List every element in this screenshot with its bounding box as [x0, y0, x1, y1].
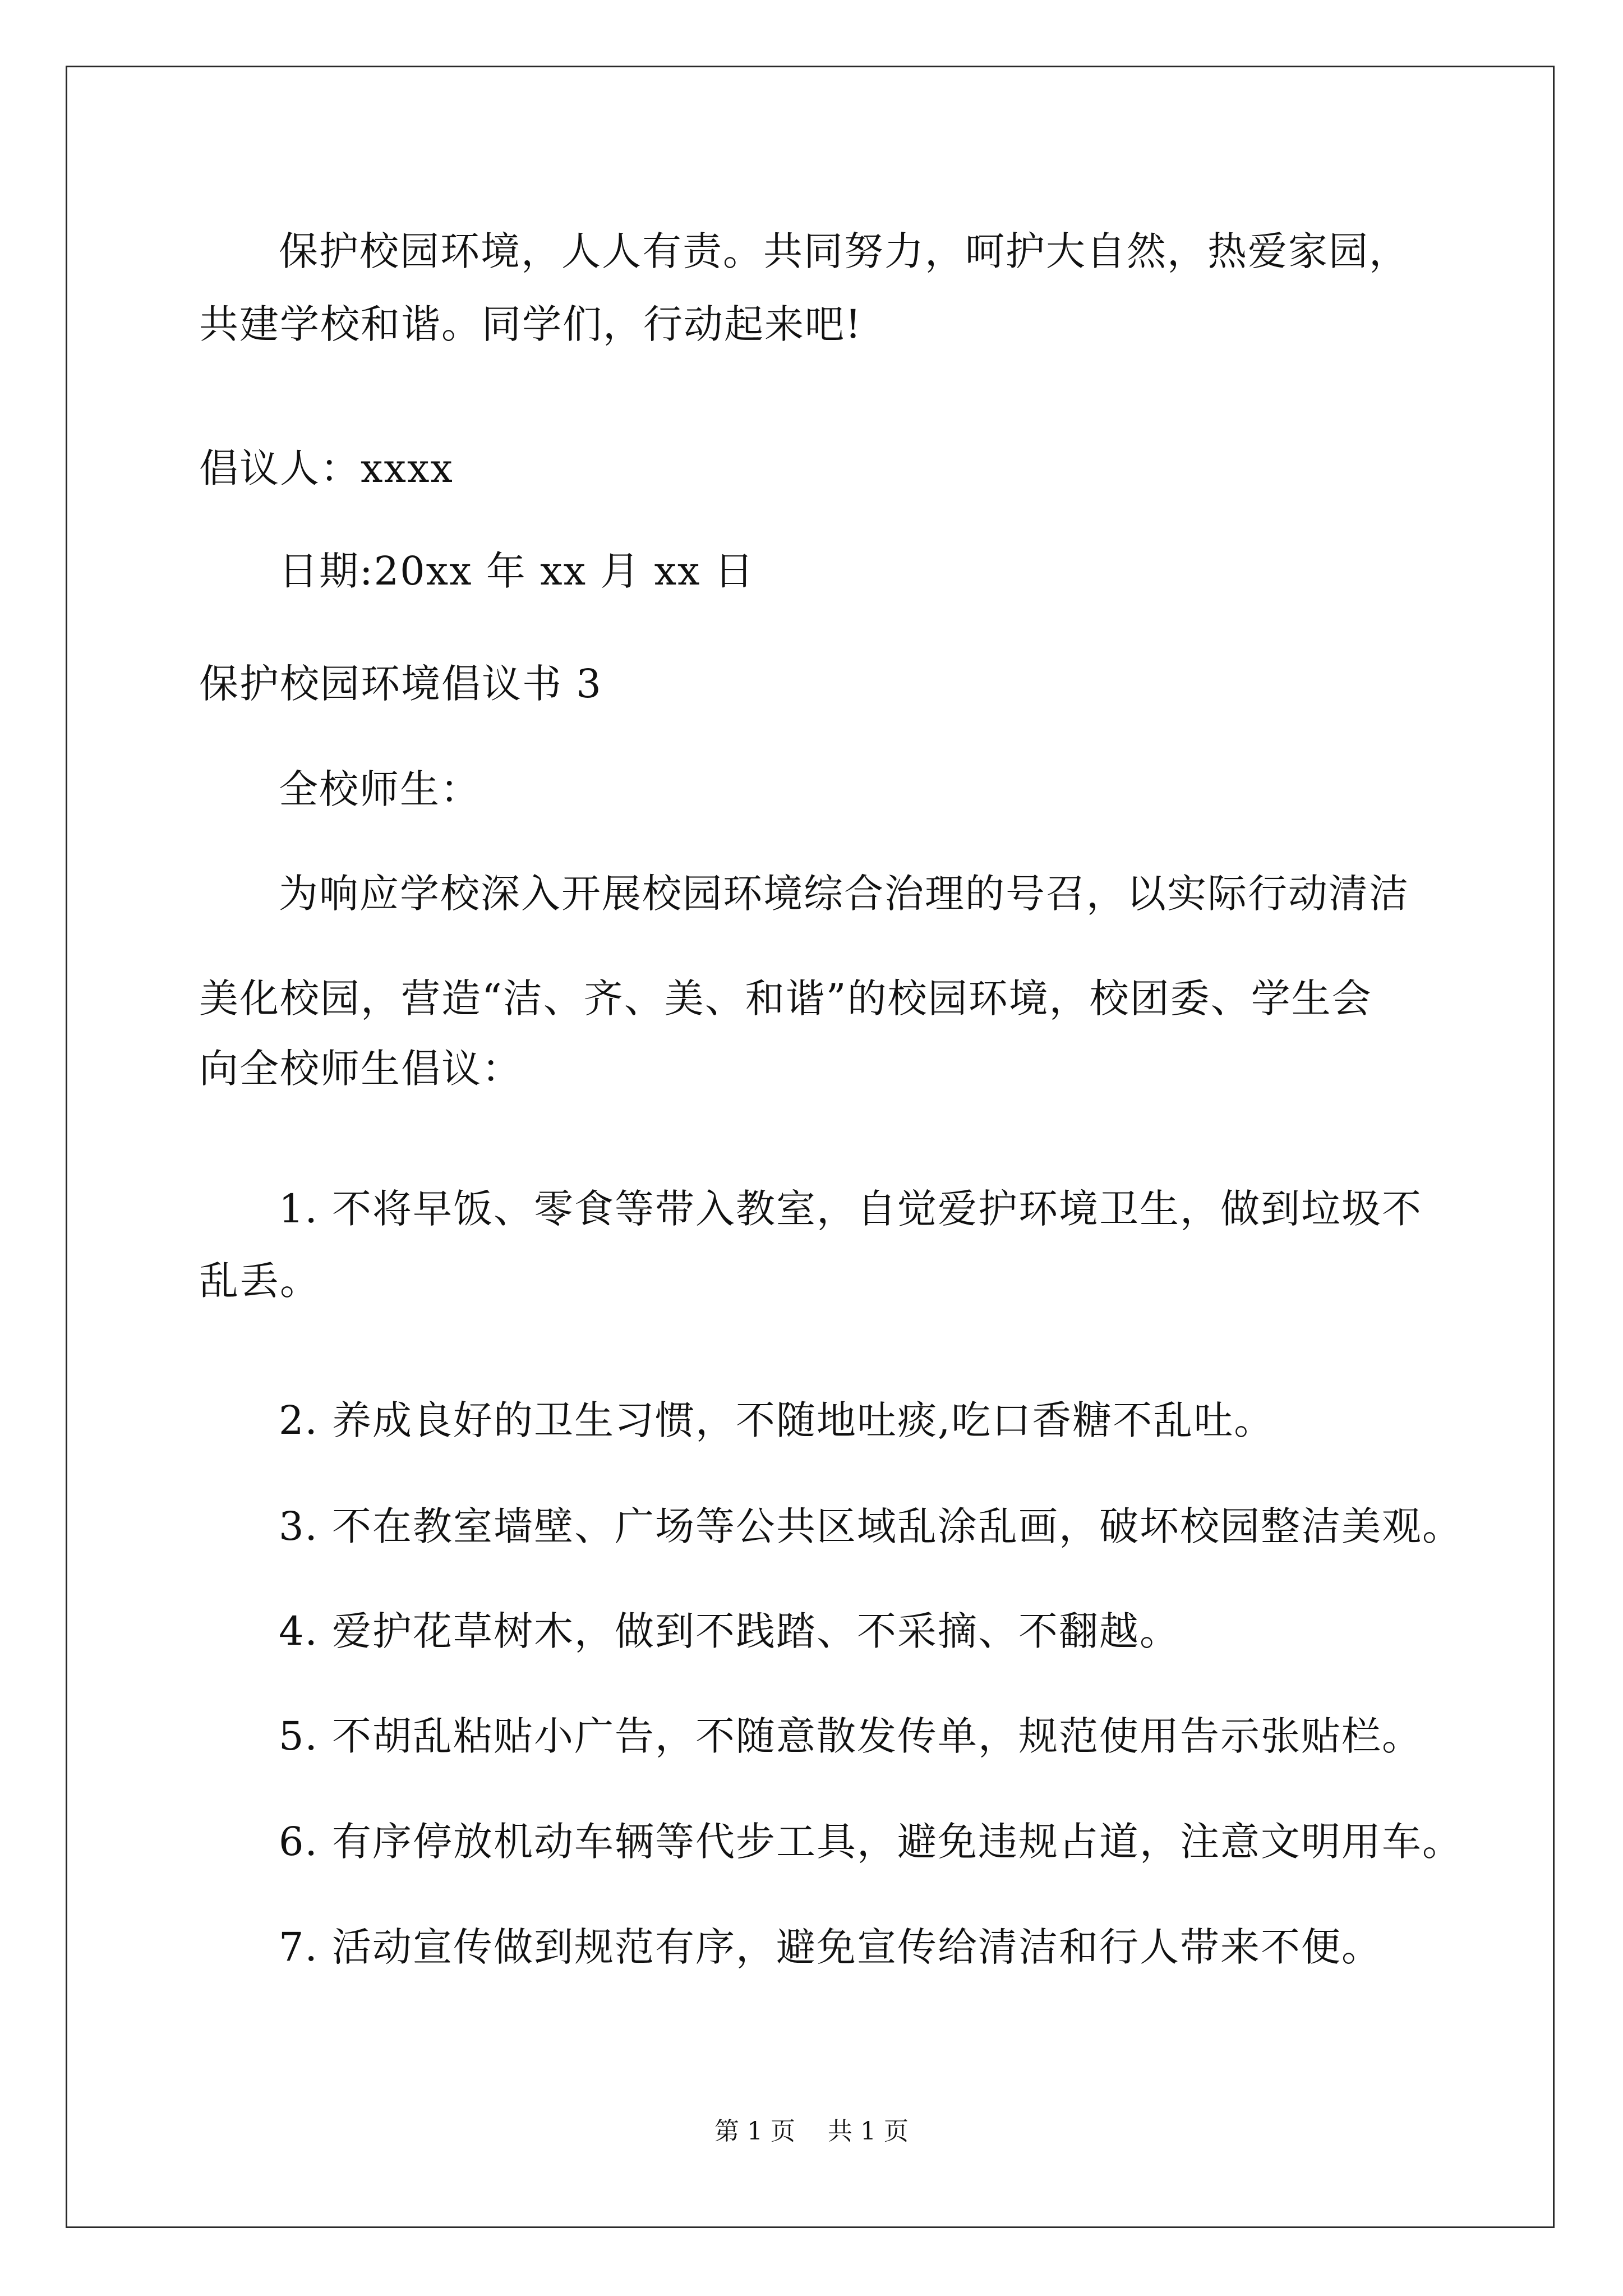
list-item-2: 2. 养成良好的卫生习惯，不随地吐痰,吃口香糖不乱吐。	[279, 1397, 1275, 1443]
list-item-4: 4. 爱护花草树木，做到不践踏、不采摘、不翻越。	[279, 1608, 1181, 1654]
body-line-1: 保护校园环境，人人有责。共同努力，呵护大自然，热爱家园，	[279, 228, 1409, 274]
page-number: 第 1 页	[714, 2117, 795, 2146]
list-item-6: 6. 有序停放机动车辆等代步工具，避免违规占道，注意文明用车。	[279, 1819, 1463, 1865]
list-item-5: 5. 不胡乱粘贴小广告，不随意散发传单，规范使用告示张贴栏。	[279, 1713, 1423, 1759]
page-footer	[0, 2119, 1623, 2144]
body-line-4: 美化校园，营造“洁、齐、美、和谐”的校园环境，校团委、学生会	[199, 976, 1372, 1022]
page-total: 共 1 页	[828, 2117, 909, 2146]
section-title: 保护校园环境倡议书 3	[199, 661, 602, 707]
body-line-2: 共建学校和谐。同学们，行动起来吧!	[199, 301, 863, 347]
initiator-line: 倡议人：xxxx	[199, 445, 454, 491]
body-line-5: 向全校师生倡议：	[199, 1046, 522, 1092]
list-item-3: 3. 不在教室墙壁、广场等公共区域乱涂乱画，破坏校园整洁美观。	[279, 1503, 1463, 1549]
salutation: 全校师生：	[279, 766, 481, 812]
list-item-1-cont: 乱丢。	[199, 1258, 320, 1304]
date-line: 日期:20xx 年 xx 月 xx 日	[279, 548, 755, 594]
page-border	[66, 66, 1555, 2228]
list-item-7: 7. 活动宣传做到规范有序，避免宣传给清洁和行人带来不便。	[279, 1924, 1382, 1970]
body-line-3: 为响应学校深入开展校园环境综合治理的号召，以实际行动清洁	[279, 871, 1409, 917]
list-item-1: 1. 不将早饭、零食等带入教室，自觉爱护环境卫生，做到垃圾不	[279, 1186, 1423, 1232]
